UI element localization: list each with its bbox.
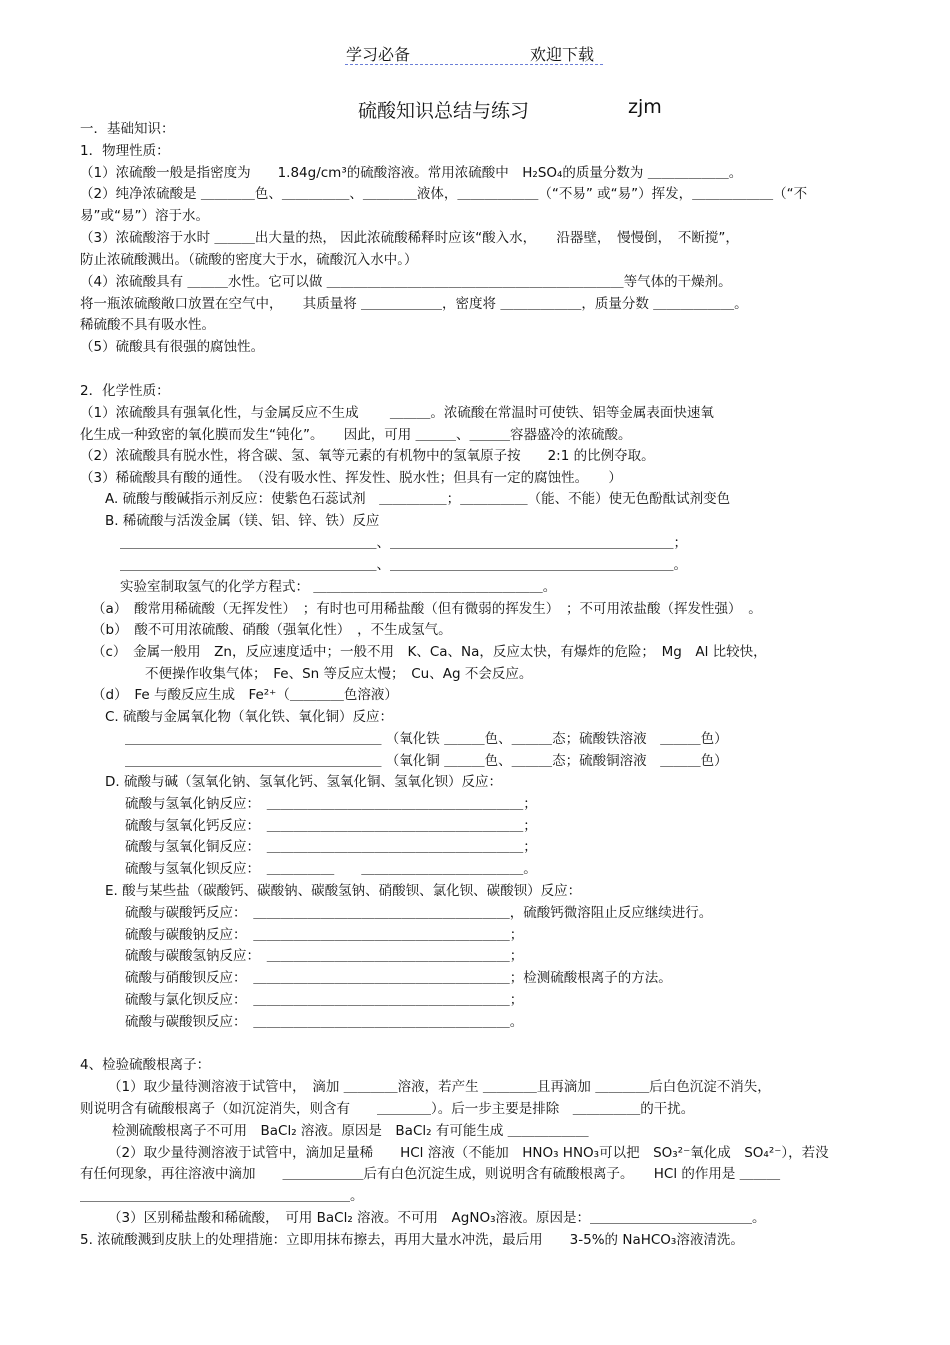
text-line: 硫酸与氯化钡反应： ＿＿＿＿＿＿＿＿＿＿＿＿＿＿＿＿＿＿＿； [125,992,524,1008]
text-line: 硫酸与碳酸钙反应： ＿＿＿＿＿＿＿＿＿＿＿＿＿＿＿＿＿＿＿，硫酸钙微溶阻止反应继续进行。 [125,905,713,921]
text-line: ＿＿＿＿＿＿＿＿＿＿＿＿＿＿＿＿＿＿＿、＿＿＿＿＿＿＿＿＿＿＿＿＿＿＿＿＿＿＿＿＿。 [120,557,687,573]
text-line: 1．物理性质： [80,143,170,159]
text-line: B. 稀硫酸与活泼金属（镁、铝、锌、铁）反应 [105,513,380,529]
text-line: 实验室制取氢气的化学方程式： ＿＿＿＿＿＿＿＿＿＿＿＿＿＿＿＿＿。 [120,579,557,595]
text-line: 硫酸与硝酸钡反应： ＿＿＿＿＿＿＿＿＿＿＿＿＿＿＿＿＿＿＿；检测硫酸根离子的方法。 [125,970,672,986]
text-line: （5）硫酸具有很强的腐蚀性。 [80,339,265,355]
text-line: ＿＿＿＿＿＿＿＿＿＿＿＿＿＿＿＿＿＿＿ （氧化铁 ＿＿＿色、＿＿＿态；硫酸铁溶液 ＿＿＿色） [125,731,728,747]
text-line: 硫酸与碳酸钡反应： ＿＿＿＿＿＿＿＿＿＿＿＿＿＿＿＿＿＿＿。 [125,1014,524,1030]
text-line: C. 硫酸与金属氧化物（氧化铁、氧化铜）反应： [105,709,394,725]
text-line: （3）浓硫酸溶于水时 ＿＿＿出大量的热， 因此浓硫酸稀释时应该“酸入水， 沿器壁， 慢慢倒， 不断搅”， [80,230,739,246]
header-divider [345,64,603,65]
text-line: 硫酸与氢氧化钠反应： ＿＿＿＿＿＿＿＿＿＿＿＿＿＿＿＿＿＿＿； [125,796,537,812]
text-line: ＿＿＿＿＿＿＿＿＿＿＿＿＿＿＿＿＿＿＿＿。 [80,1188,364,1204]
text-line: 硫酸与氢氧化钡反应： ＿＿＿＿＿ ＿＿＿＿＿＿＿＿＿＿＿＿。 [125,861,537,877]
text-line: ＿＿＿＿＿＿＿＿＿＿＿＿＿＿＿＿＿＿＿ （氧化铜 ＿＿＿色、＿＿＿态；硫酸铜溶液 ＿＿＿色） [125,753,728,769]
text-line: 一．基础知识： [80,121,175,137]
text-line: ＿＿＿＿＿＿＿＿＿＿＿＿＿＿＿＿＿＿＿、＿＿＿＿＿＿＿＿＿＿＿＿＿＿＿＿＿＿＿＿＿； [120,535,687,551]
text-line: （a） 酸常用稀硫酸（无挥发性） ；有时也可用稀盐酸（但有微弱的挥发生） ；不可用浓盐酸（挥发性强） 。 [92,601,762,617]
text-line: 硫酸与碳酸氢钠反应： ＿＿＿＿＿＿＿＿＿＿＿＿＿＿＿＿＿＿； [125,948,524,964]
text-line: （1）浓硫酸具有强氧化性，与金属反应不生成 ＿＿＿。浓硫酸在常温时可使铁、铝等金属表面快速氧 [80,405,714,421]
text-line: D. 硫酸与碱（氢氧化钠、氢氧化钙、氢氧化铜、氢氧化钡）反应： [105,774,502,790]
page-title: 硫酸知识总结与练习 [358,100,530,122]
header-right: 欢迎下载 [530,45,595,64]
text-line: 稀硫酸不具有吸水性。 [80,317,215,333]
text-line: 检测硫酸根离子不可用 BaCl₂ 溶液。原因是 BaCl₂ 有可能生成 ＿＿＿＿＿＿ [112,1123,589,1139]
text-line: 防止浓硫酸溅出。（硫酸的密度大于水，硫酸沉入水中。） [80,252,418,268]
text-line: 硫酸与氢氧化钙反应： ＿＿＿＿＿＿＿＿＿＿＿＿＿＿＿＿＿＿＿； [125,818,537,834]
text-line: （2）取少量待测溶液于试管中，滴加足量稀 HCl 溶液（不能加 HNO₃ HNO₃可以把 SO₃²⁻氧化成 SO₄²⁻），若没 [108,1145,829,1161]
text-line: 将一瓶浓硫酸敞口放置在空气中， 其质量将 ＿＿＿＿＿＿，密度将 ＿＿＿＿＿＿，质量分数 ＿＿＿＿＿＿。 [80,296,748,312]
text-line: （4）浓硫酸具有 ＿＿＿水性。它可以做 ＿＿＿＿＿＿＿＿＿＿＿＿＿＿＿＿＿＿＿＿＿＿等气体的干燥剂。 [80,274,732,290]
text-line: 2．化学性质： [80,383,170,399]
text-line: （2）浓硫酸具有脱水性，将含碳、氢、氧等元素的有机物中的氢氧原子按 2:1 的比例夺取。 [80,448,655,464]
text-line: 硫酸与碳酸钠反应： ＿＿＿＿＿＿＿＿＿＿＿＿＿＿＿＿＿＿＿； [125,927,524,943]
text-line: 4、检验硫酸根离子： [80,1057,211,1073]
text-line: （b） 酸不可用浓硫酸、硝酸（强氧化性） ，不生成氢气。 [92,622,452,638]
text-line: （2）纯净浓硫酸是 ＿＿＿＿色、＿＿＿＿＿、＿＿＿＿液体，＿＿＿＿＿＿（“不易” 或“易”）挥发，＿＿＿＿＿＿（“不 [80,186,808,202]
text-line: 易”或“易”）溶于水。 [80,208,209,224]
text-line: （d） Fe 与酸反应生成 Fe²⁺（＿＿＿＿色溶液） [92,687,398,703]
text-line: （c） 金属一般用 Zn，反应速度适中；一般不用 K、Ca、Na，反应太快，有爆炸的危险； Mg Al 比较快， [92,644,767,660]
text-line: （3）稀硫酸具有酸的通性。 （没有吸水性、挥发性、脱水性；但具有一定的腐蚀性。 ） [80,470,622,486]
header-left: 学习必备 [346,45,411,64]
text-line: 则说明含有硫酸根离子（如沉淀消失，则含有 ＿＿＿＿）。后一步主要是排除 ＿＿＿＿＿的干扰。 [80,1101,695,1117]
title-author: zjm [628,96,662,118]
text-line: 化生成一种致密的氧化膜而发生“钝化”。 因此，可用 ＿＿＿、＿＿＿容器盛冷的浓硫酸。 [80,427,632,443]
text-line: 硫酸与氢氧化铜反应： ＿＿＿＿＿＿＿＿＿＿＿＿＿＿＿＿＿＿＿； [125,839,537,855]
text-line: 5. 浓硫酸溅到皮肤上的处理措施：立即用抹布擦去，再用大量水冲洗，最后用 3-5%的 NaHCO₃溶液清洗。 [80,1232,744,1248]
text-line: A. 硫酸与酸碱指示剂反应：使紫色石蕊试剂 ＿＿＿＿＿；＿＿＿＿＿（能、不能）使无色酚酞试剂变色 [105,491,731,507]
text-line: 有任何现象，再往溶液中滴加 ＿＿＿＿＿＿后有白色沉淀生成，则说明含有硫酸根离子。 HCl 的作用是 ＿＿＿ [80,1166,781,1182]
text-line: 不便操作收集气体； Fe、Sn 等反应太慢； Cu、Ag 不会反应。 [145,666,533,682]
text-line: （3）区别稀盐酸和稀硫酸， 可用 BaCl₂ 溶液。不可用 AgNO₃溶液。原因是：＿＿＿＿＿＿＿＿＿＿＿＿。 [108,1210,766,1226]
text-line: （1）取少量待测溶液于试管中， 滴加 ＿＿＿＿溶液，若产生 ＿＿＿＿且再滴加 ＿＿＿＿后白色沉淀不消失， [108,1079,771,1095]
text-line: （1）浓硫酸一般是指密度为 1.84g/cm³的硫酸溶液。常用浓硫酸中 H₂SO₄的质量分数为 ＿＿＿＿＿＿。 [80,165,743,181]
text-line: E. 酸与某些盐（碳酸钙、碳酸钠、碳酸氢钠、硝酸钡、氯化钡、碳酸钡）反应： [105,883,582,899]
